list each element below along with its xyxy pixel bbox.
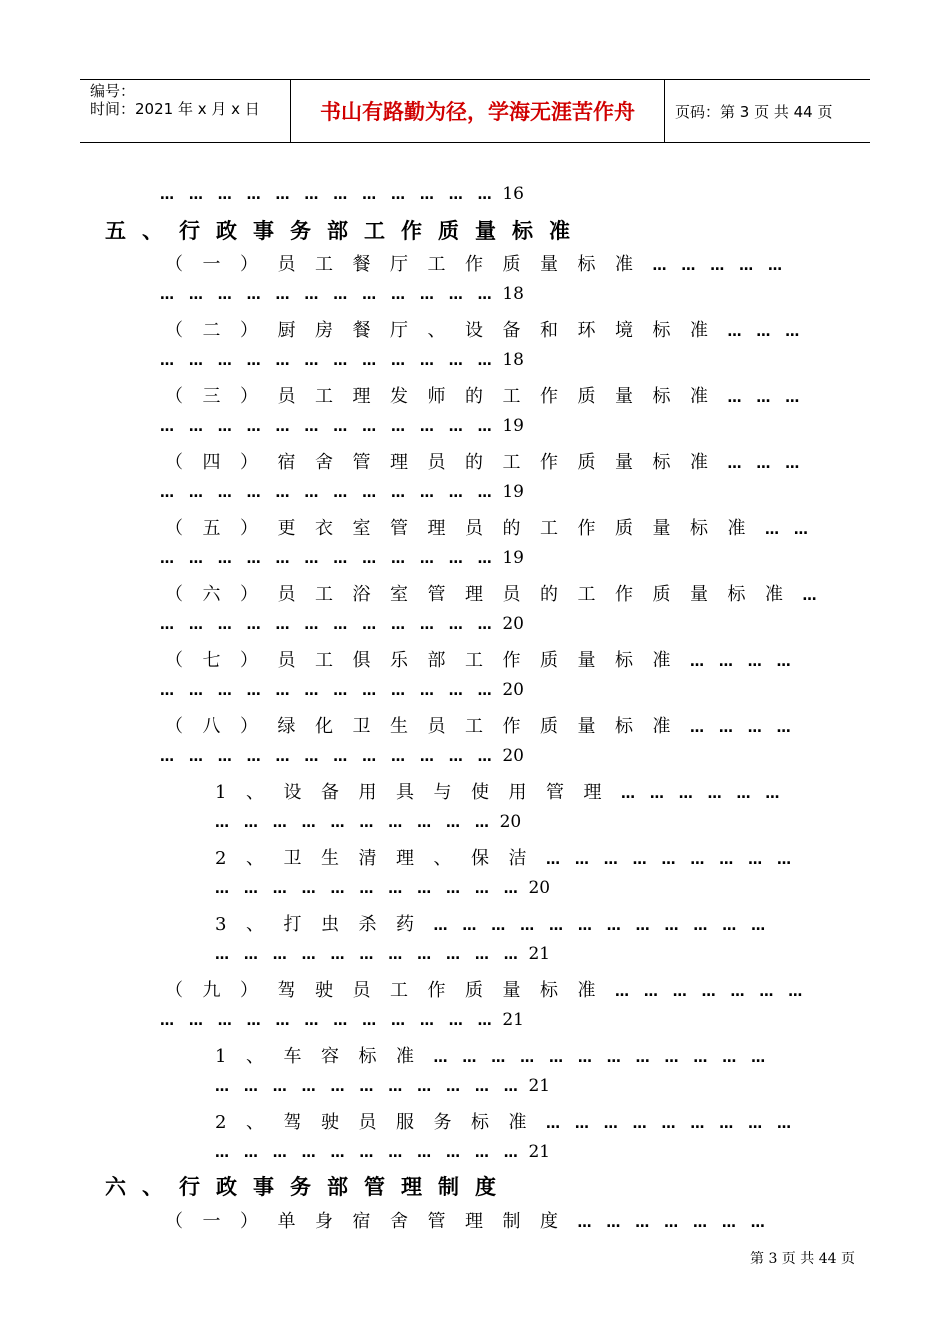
toc-subentry-leader: … … … … … … … … … … 20 [215, 812, 522, 832]
toc-entry-leader: … … … … … … … … … … … … 20 [160, 680, 524, 700]
toc-entry-leader: … … … … … … … … … … … … 18 [160, 284, 524, 304]
header-page-number: 页码：第 3 页 共 44 页 [675, 102, 833, 121]
toc-entry-title: （一）员工餐厅工作质量标准… … … … … [165, 254, 787, 275]
toc-subentry-title: 1、设备用具与使用管理… … … … … … [215, 782, 785, 803]
toc-subentry-title: 2、卫生清理、保洁… … … … … … … … … [215, 848, 796, 869]
toc-entry-leader: … … … … … … … … … … … … 18 [160, 350, 524, 370]
toc-entry-leader: … … … … … … … … … … … … 19 [160, 548, 524, 568]
toc-leader: … … … … … … … … … … … … [160, 187, 497, 203]
toc-entry-leader: … … … … … … … … … … … … 20 [160, 614, 524, 634]
toc-subentry-leader: … … … … … … … … … … … 20 [215, 878, 551, 898]
toc-subentry-leader: … … … … … … … … … … … 21 [215, 944, 551, 964]
document-number: 编号： [90, 82, 136, 100]
toc-subentry-title: 2、驾驶员服务标准… … … … … … … … … [215, 1112, 796, 1133]
section-heading-6: 六、行政事务部管理制度 [105, 1174, 512, 1199]
document-date: 时间：2021 年 x 月 x 日 [90, 100, 260, 118]
header-motto: 书山有路勤为径，学海无涯苦作舟 [291, 80, 665, 142]
toc-entry-title: （五）更衣室管理员的工作质量标准… … [165, 518, 813, 539]
toc-entry-leader: … … … … … … … … … … … … 19 [160, 416, 524, 436]
toc-entry-title: （一）单身宿舍管理制度… … … … … … … [165, 1211, 770, 1232]
toc-subentry-leader: … … … … … … … … … … … 21 [215, 1142, 551, 1162]
toc-entry-title: （三）员工理发师的工作质量标准… … … [165, 386, 805, 407]
toc-continuation [160, 183, 524, 204]
toc-entry-title: （二）厨房餐厅、设备和环境标准… … … [165, 320, 805, 341]
toc-subentry-title: 1、车容标准… … … … … … … … … … … … [215, 1046, 771, 1067]
toc-entry-title: （四）宿舍管理员的工作质量标准… … … [165, 452, 805, 473]
toc-entry-leader: … … … … … … … … … … … … 21 [160, 1010, 524, 1030]
page-footer: 第 3 页 共 44 页 [750, 1251, 855, 1267]
toc-subentry-leader: … … … … … … … … … … … 21 [215, 1076, 551, 1096]
toc-subentry-title: 3、打虫杀药… … … … … … … … … … … … [215, 914, 771, 935]
toc-entry-leader: … … … … … … … … … … … … 19 [160, 482, 524, 502]
toc-page: 16 [502, 184, 524, 204]
toc-entry-title: （六）员工浴室管理员的工作质量标准… [165, 584, 822, 605]
toc-entry-title: （七）员工俱乐部工作质量标准… … … … [165, 650, 796, 671]
toc-entry-title: （九）驾驶员工作质量标准… … … … … … … [165, 980, 808, 1001]
toc-entry-title: （八）绿化卫生员工作质量标准… … … … [165, 716, 796, 737]
section-heading-5: 五、行政事务部工作质量标准 [105, 218, 586, 243]
toc-entry-leader: … … … … … … … … … … … … 20 [160, 746, 524, 766]
